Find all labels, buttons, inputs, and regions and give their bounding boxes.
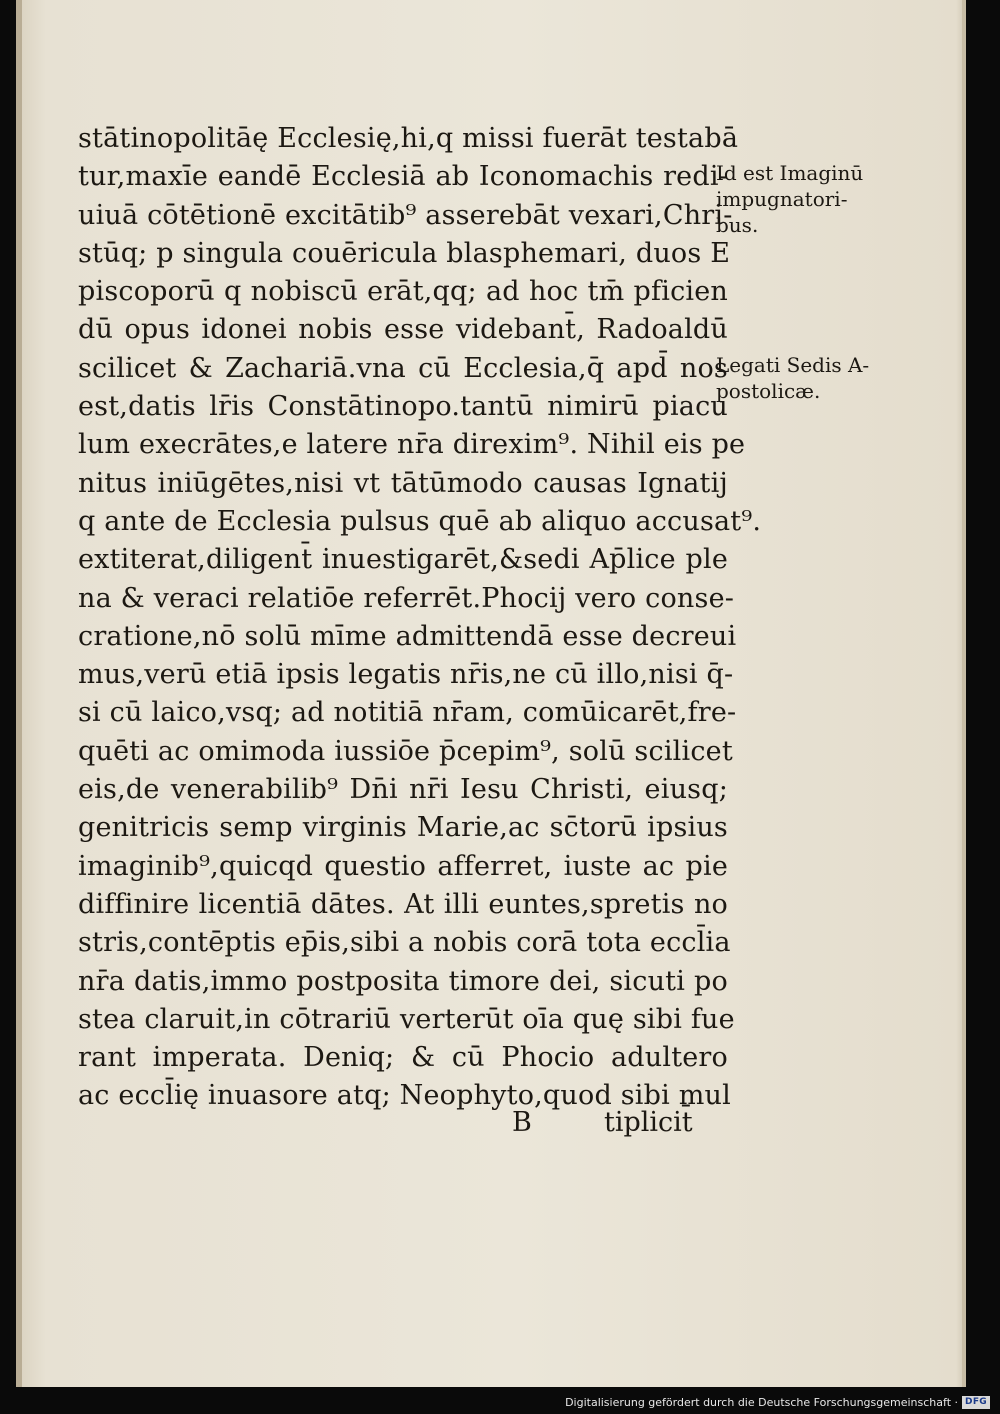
marginal-note [716,160,886,238]
book-page [16,0,966,1387]
text-line: stris,contēptis ep̄is,sibi a nobis corā tota eccl̄ia [78,927,731,959]
catchword: tiplicit̄ [604,1107,693,1138]
text-line: stātinopolitāę Ecclesię,hi,q missi fuerāt testabā [78,123,739,154]
text-line: si cū laico,vsq; ad notitiā nr̄am, comūicarēt,fre- [78,697,737,729]
text-line: dū opus idonei nobis esse videbant̄, Radoaldū [78,314,728,346]
signature-mark: B [512,1107,532,1138]
text-line: piscoporū q nobiscū erāt,qq; ad hoc tm̄ pficien [78,276,728,308]
text-line: tur,maxīe eandē Ecclesiā ab Iconomachis redi- [78,161,728,193]
text-line: imaginib⁹,quicqd questio afferret, iuste ac pie [78,850,728,882]
text-line: rant imperata. Deniq; & cū Phocio adultero [78,1042,728,1074]
text-line: lum execrātes,e latere nr̄a direxim⁹. Nihil eis pe [78,429,746,461]
text-line: ac eccl̄ię inuasore atq; Neophyto,quod sibi mul [78,1080,731,1112]
text-line: scilicet & Zachariā.vna cū Ecclesia,q̄ apd̄ nos [78,352,728,384]
text-line: diffinire licentiā dātes. At illi euntes,spretis no [78,888,728,920]
text-line: stea claruit,in cōtrariū verterūt oīa quę sibi fue [78,1003,735,1035]
marginal-note-line: Legati Sedis A- [716,353,870,377]
marginal-note-line: impugnatori- [716,187,848,211]
text-line: eis,de venerabilib⁹ Dn̄i nr̄i Iesu Christi, eiusq; [78,774,728,806]
text-line: est,datis lr̄is Constātinopo.tantū nimirū piacu [78,391,728,423]
text-line: q ante de Ecclesia pulsus quē ab aliquo accusat⁹. [78,505,762,537]
text-line: nr̄a datis,immo postposita timore dei, sicuti po [78,965,728,997]
text-line: stūq; p singula couēricula blasphemari, duos E [78,237,731,269]
text-line: uiuā cōtētionē excitātib⁹ asserebāt vexari,Chri- [78,199,733,231]
page-right-edge [962,0,966,1387]
dfg-logo: DFG [962,1396,990,1409]
text-line: cratione,nō solū mīme admittendā esse decreui [78,620,737,652]
text-line: extiterat,diligent̄ inuestigarēt,&sedi Ap̄lice ple [78,544,728,576]
text-line: na & veraci relatiōe referrēt.Phocij vero conse- [78,582,735,614]
binding-edge [16,0,22,1387]
funding-credit: Digitalisierung gefördert durch die Deutsche Forschungsgemeinschaft · [565,1396,958,1409]
marginal-note-line: postolicæ. [716,379,821,403]
text-line: genitricis semp virginis Marie,ac sc̄torū ipsius [78,812,728,844]
marginal-note-line: bus. [716,213,759,237]
text-line: quēti ac omimoda iussiōe p̄cepim⁹, solū scilicet [78,735,733,767]
text-line: mus,verū etiā ipsis legatis nr̄is,ne cū illo,nisi q̄- [78,659,734,691]
text-line: nitus iniūgētes,nisi vt tātūmodo causas Ignatij [78,467,728,499]
marginal-note-line: Id est Imaginū [716,161,864,185]
marginal-note [716,352,886,404]
